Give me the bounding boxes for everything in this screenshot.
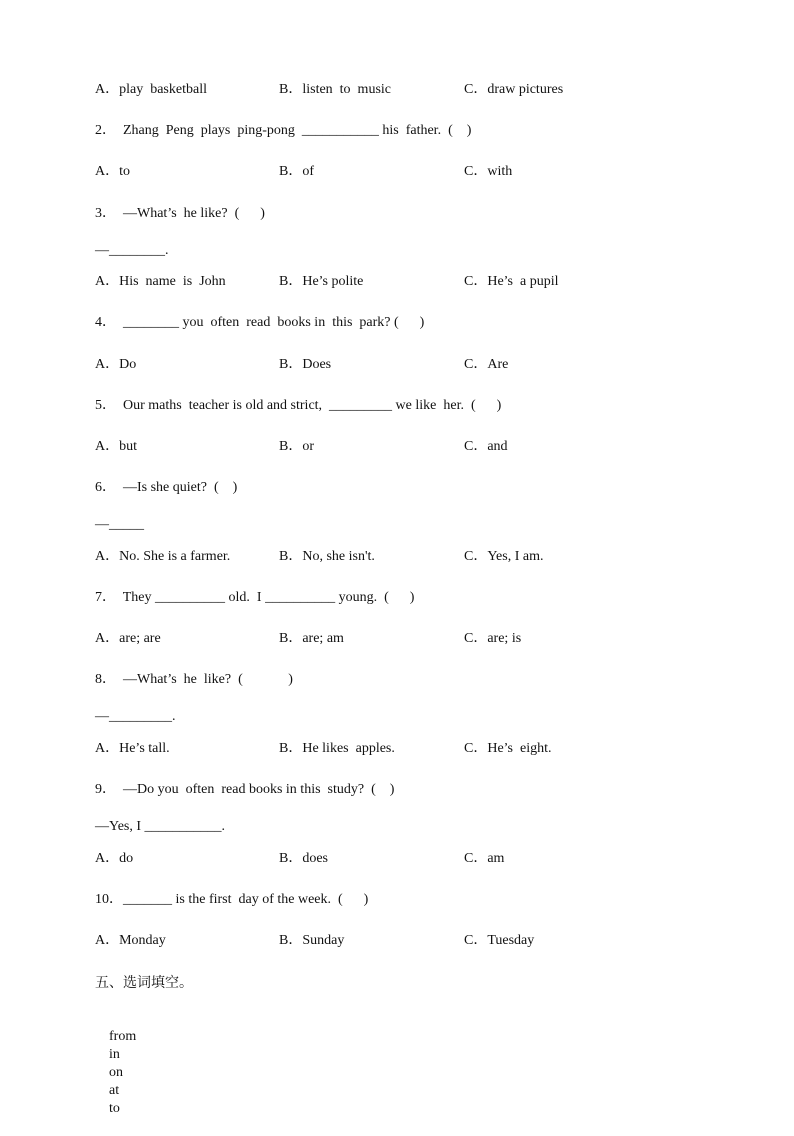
q9-stem: 9． —Do you often read books in this study? ( ) [95,782,395,797]
q5-option-c[interactable]: C．and [464,439,508,454]
word-bank-item: in [109,1047,120,1062]
q4-option-b[interactable]: B．Does [279,357,332,372]
q3-option-c[interactable]: C．He’s a pupil [464,274,559,289]
q8-option-b[interactable]: B．He likes apples. [279,741,395,756]
word-bank-item: to [109,1101,120,1116]
q9-answer-line: —Yes, I ___________. [95,819,226,834]
q5-option-a[interactable]: A．but [95,439,137,454]
q9-option-c[interactable]: C．am [464,851,505,866]
word-bank-item: on [109,1065,123,1080]
q4-option-c[interactable]: C．Are [464,357,509,372]
q3-option-a[interactable]: A．His name is John [95,274,226,289]
word-bank [95,1010,162,1136]
q8-answer-line: —_________. [95,709,176,724]
section-five-title: 五、选词填空。 [95,975,193,991]
q9-option-b[interactable]: B．does [279,851,328,866]
q10-option-c[interactable]: C．Tuesday [464,933,535,948]
word-bank-item: at [109,1083,120,1098]
q1-option-c[interactable]: C．draw pictures [464,82,564,97]
q2-option-a[interactable]: A．to [95,164,130,179]
q6-answer-line: —_____ [95,517,144,532]
q3-option-b[interactable]: B．He’s polite [279,274,364,289]
q10-stem: 10．_______ is the first day of the week. ( ) [95,892,369,907]
q3-stem: 3． —What’s he like? ( ) [95,206,265,221]
q10-option-a[interactable]: A．Monday [95,933,166,948]
word-bank-item: from [109,1029,137,1044]
q1-option-a[interactable]: A．play basketball [95,82,207,97]
q7-stem: 7． They __________ old. I __________ young. ( ) [95,590,415,605]
q1-option-b[interactable]: B．listen to music [279,82,391,97]
q5-option-b[interactable]: B．or [279,439,314,454]
q4-stem: 4． ________ you often read books in this park? ( ) [95,315,425,330]
q4-option-a[interactable]: A．Do [95,357,137,372]
q10-option-b[interactable]: B．Sunday [279,933,345,948]
q2-option-c[interactable]: C．with [464,164,513,179]
q6-stem: 6． —Is she quiet? ( ) [95,480,238,495]
q5-stem: 5． Our maths teacher is old and strict, _________ we like her. ( ) [95,398,502,413]
q8-option-c[interactable]: C．He’s eight. [464,741,552,756]
q3-answer-line: —________. [95,243,169,258]
q7-option-a[interactable]: A．are; are [95,631,161,646]
q8-option-a[interactable]: A．He’s tall. [95,741,170,756]
q9-option-a[interactable]: A．do [95,851,134,866]
q8-stem: 8． —What’s he like? ( ) [95,672,293,687]
q6-option-b[interactable]: B．No, she isn't. [279,549,375,564]
q2-stem: 2． Zhang Peng plays ping-pong ___________ his father. ( ) [95,123,472,138]
q7-option-c[interactable]: C．are; is [464,631,522,646]
q2-option-b[interactable]: B．of [279,164,314,179]
q7-option-b[interactable]: B．are; am [279,631,344,646]
q6-option-a[interactable]: A．No. She is a farmer. [95,549,231,564]
q6-option-c[interactable]: C．Yes, I am. [464,549,544,564]
